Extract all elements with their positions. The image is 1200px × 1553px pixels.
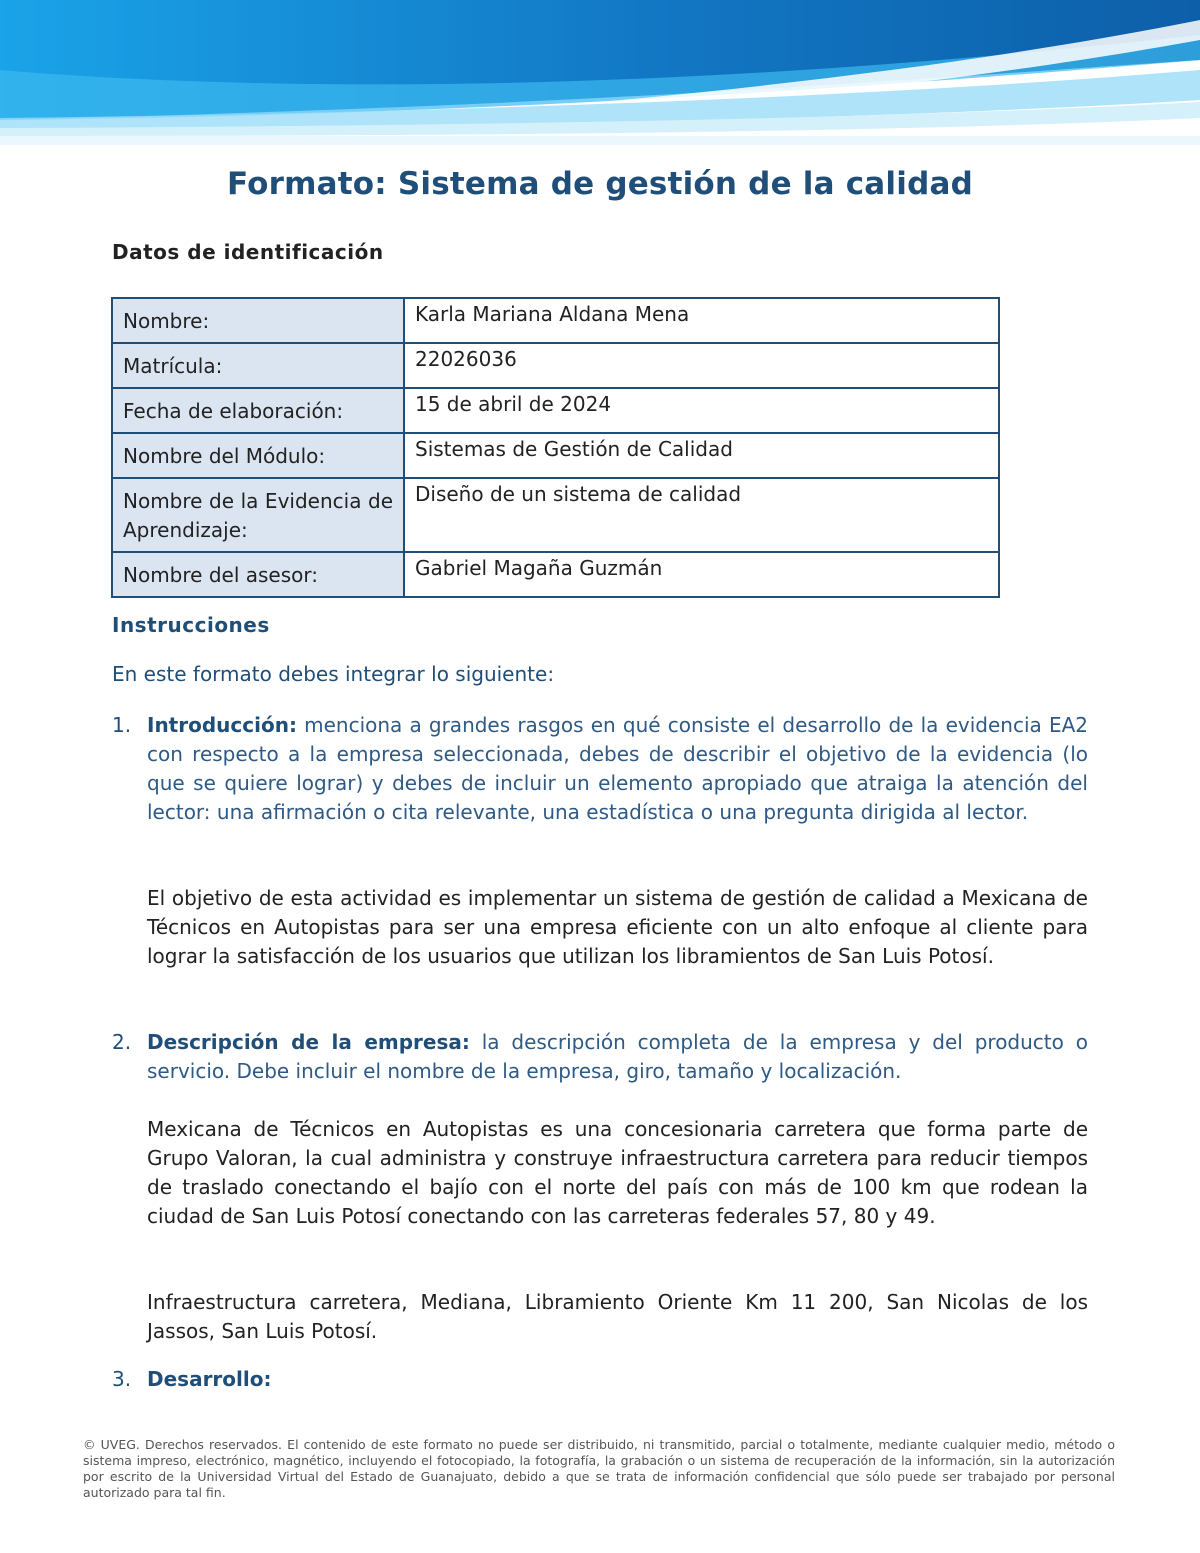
row-label: Nombre de la Evidencia de Aprendizaje: <box>112 478 404 552</box>
answer-paragraph: El objetivo de esta actividad es implementar un sistema de gestión de calidad a Mexicana de Técnicos en Autopistas para ser una empresa eficiente con un alto enfoque al cliente para lograr la satisfacción de los usuarios que utilizan los libramientos de San Luis Potosí. <box>147 886 1088 968</box>
identification-table <box>111 297 1000 598</box>
row-value: Karla Mariana Aldana Mena <box>404 298 999 343</box>
identification-heading: Datos de identificación <box>112 240 384 264</box>
row-value: 22026036 <box>404 343 999 388</box>
table-row <box>112 552 999 597</box>
table-row <box>112 478 999 552</box>
instructions-intro: En este formato debes integrar lo siguiente: <box>112 662 555 686</box>
row-label: Fecha de elaboración: <box>112 388 404 433</box>
header-banner <box>0 0 1200 145</box>
list-item-descripcion-empresa <box>112 1028 1088 1086</box>
list-item-introduccion <box>112 711 1088 827</box>
table-row <box>112 388 999 433</box>
copyright-footer: © UVEG. Derechos reservados. El contenido de este formato no puede ser distribuido, ni transmitido, parcial o totalmente, mediante cualquier medio, método o sistema impreso, electrónico, magnético, incluyendo el fotocopiado, la fotografía, la grabación o un sistema de recuperación de la información, sin la autorización por escrito de la Universidad Virtual del Estado de Guanajuato, debido a que se trata de información confidencial que sólo puede ser trabajado por personal autorizado para tal fin. <box>83 1437 1115 1500</box>
list-item-text <box>147 1365 1088 1394</box>
list-number: 1. <box>112 713 132 737</box>
row-label: Nombre: <box>112 298 404 343</box>
row-label: Nombre del Módulo: <box>112 433 404 478</box>
row-value: Sistemas de Gestión de Calidad <box>404 433 999 478</box>
list-item-label: Desarrollo: <box>147 1367 272 1391</box>
instructions-heading: Instrucciones <box>112 613 270 637</box>
list-item-text <box>147 711 1088 827</box>
list-item-description: menciona a grandes rasgos en qué consiste el desarrollo de la evidencia EA2 con respecto a la empresa seleccionada, debes de describir el objetivo de la evidencia (lo que se quiere lograr) y debes de incluir un elemento apropiado que atraiga la atención del lector: una afirmación o cita relevante, una estadística o una pregunta dirigida al lector. <box>147 713 1088 824</box>
list-item-text <box>147 1028 1088 1086</box>
list-item-description: la descripción completa de la empresa y del producto o servicio. Debe incluir el nombre de la empresa, giro, tamaño y localización. <box>147 1030 1088 1083</box>
answer-paragraph: Mexicana de Técnicos en Autopistas es una concesionaria carretera que forma parte de Grupo Valoran, la cual administra y construye infraestructura carretera para reducir tiempos de traslado conectando el bajío con el norte del país con más de 100 km que rodean la ciudad de San Luis Potosí conectando con las carreteras federales 57, 80 y 49. <box>147 1117 1088 1228</box>
row-label: Matrícula: <box>112 343 404 388</box>
row-value: Gabriel Magaña Guzmán <box>404 552 999 597</box>
row-value: Diseño de un sistema de calidad <box>404 478 999 552</box>
row-label: Nombre del asesor: <box>112 552 404 597</box>
table-row <box>112 298 999 343</box>
table-row <box>112 433 999 478</box>
list-item-label: Descripción de la empresa: <box>147 1030 470 1054</box>
answer-paragraph: Infraestructura carretera, Mediana, Libramiento Oriente Km 11 200, San Nicolas de los Jassos, San Luis Potosí. <box>147 1290 1088 1343</box>
document-title: Formato: Sistema de gestión de la calidad <box>227 166 973 202</box>
row-value: 15 de abril de 2024 <box>404 388 999 433</box>
list-item-label: Introducción: <box>147 713 297 737</box>
list-item-desarrollo <box>112 1365 1088 1394</box>
table-row <box>112 343 999 388</box>
list-number: 3. <box>112 1367 132 1391</box>
list-number: 2. <box>112 1030 132 1054</box>
